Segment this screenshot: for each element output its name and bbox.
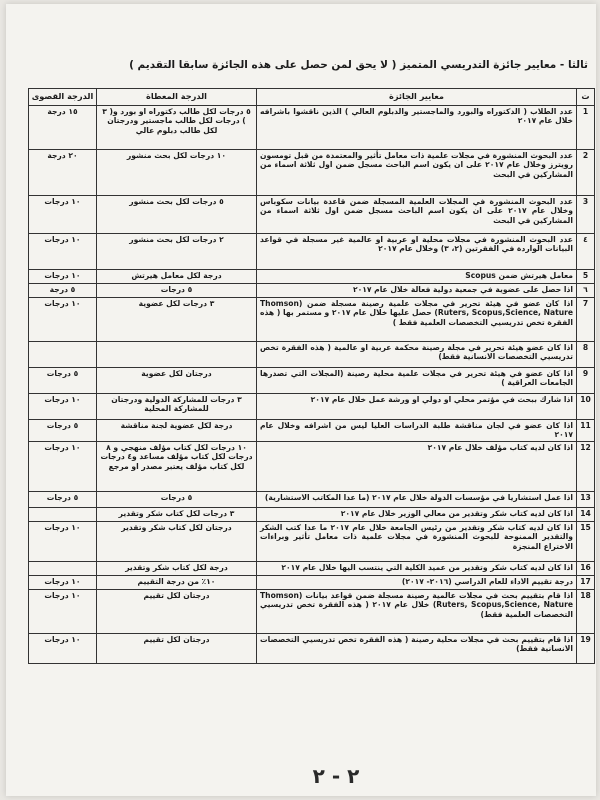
row-max	[29, 561, 97, 575]
row-criterion: اذا كان لديه كتاب مؤلف خلال عام ٢٠١٧	[257, 441, 577, 491]
row-criterion: اذا عمل استشاريا في مؤسسات الدولة خلال عام ٢٠١٧ (ما عدا المكاتب الاستشارية)	[257, 491, 577, 507]
table-row	[29, 105, 595, 149]
row-score: ٣ درجات للمشاركة الدولية ودرجتان للمشاركة المحلية	[97, 393, 257, 419]
heading-note: ( لا يحق لمن حصل على هذه الجائزة سابقا التقديم )	[129, 59, 397, 71]
row-max: ١٠ درجات	[29, 521, 97, 561]
document-page	[6, 4, 596, 796]
page-number: ٢ - ٢	[312, 764, 360, 788]
table-row	[29, 561, 595, 575]
row-criterion: عدد الطلاب ( الدكتوراه والبورد والماجستير والدبلوم العالي ) الذين ناقشوا باشرافه خلال عام ٢٠١٧	[257, 105, 577, 149]
row-score: درجتان لكل عضوية	[97, 367, 257, 393]
row-criterion: اذا كان عضو في هيئة تحرير في مجلات علمية رصينة مسجلة ضمن (Thomson Ruters, Scopus,Science, Nature) حصل عليها خلال عام ٢٠١٧ و مستمر بها ( هذه الفقرة تخص تدريسيي التخصصات العلمية فقط )	[257, 297, 577, 341]
row-number: 17	[577, 575, 595, 589]
row-criterion: عدد البحوث المنشورة في المجلات العلمية المسجلة ضمن قاعدة بيانات سكوباس وخلال عام ٢٠١٧ على ان يكون اسم الباحث مسجل ضمن اول ثلاثة اسماء من المشاركين في البحث	[257, 195, 577, 233]
table-row	[29, 393, 595, 419]
row-criterion: عدد البحوث المنشورة في مجلات محلية او عربية او عالمية غير مسجلة في قواعد البيانات الواردة في الفقرتين (٢، ٣) وخلال عام ٢٠١٧	[257, 233, 577, 269]
row-number: 11	[577, 419, 595, 441]
row-criterion: درجة تقييم الاداء للعام الدراسي (٢٠١٦- ٢٠١٧)	[257, 575, 577, 589]
row-number: 16	[577, 561, 595, 575]
row-max: ٥ درجات	[29, 491, 97, 507]
row-score: درجة لكل كتاب شكر وتقدير	[97, 561, 257, 575]
criteria-table	[28, 88, 595, 664]
row-criterion: اذا كان عضو في لجان مناقشة طلبة الدراسات العليا ليس من اشرافه وخلال عام ٢٠١٧	[257, 419, 577, 441]
row-criterion: عدد البحوث المنشورة في مجلات علمية ذات معامل تأثير والمعتمدة من قبل تومسون رويترز وخلال عام ٢٠١٧ على ان يكون اسم الباحث مسجل ضمن اول ثلاثة اسماء من المشاركين في البحث	[257, 149, 577, 195]
table-row	[29, 367, 595, 393]
row-score: ١٠ درجات لكل بحث منشور	[97, 149, 257, 195]
row-max: ٢٠ درجة	[29, 149, 97, 195]
table-row	[29, 341, 595, 367]
section-heading	[14, 58, 588, 72]
table-body	[29, 105, 595, 663]
row-score: درجة لكل معامل هيرتش	[97, 269, 257, 283]
row-max: ١٠ درجات	[29, 633, 97, 663]
row-score: ١٠ درجات لكل كتاب مؤلف منهجي و ٨ درجات لكل كتاب مؤلف مساعد و٤ درجات لكل كتاب مؤلف يعتبر مصدر او مرجع	[97, 441, 257, 491]
row-number: ٤	[577, 233, 595, 269]
row-number: 7	[577, 297, 595, 341]
table-header-row	[29, 89, 595, 106]
row-criterion: اذا كان لديه كتاب شكر وتقدير من معالي الوزير خلال عام ٢٠١٧	[257, 507, 577, 521]
table-row	[29, 589, 595, 633]
row-number: 2	[577, 149, 595, 195]
table-row	[29, 419, 595, 441]
table-row	[29, 149, 595, 195]
table-row	[29, 441, 595, 491]
row-score: ٣ درجات لكل كتاب شكر وتقدير	[97, 507, 257, 521]
row-score: ٥ درجات	[97, 491, 257, 507]
header-score: الدرجة المعطاة	[97, 89, 257, 106]
row-score: ٥ درجات لكل طالب دكتوراه او بورد و( ٣ ) درجات لكل طالب ماجستير ودرجتان لكل طالب دبلوم عالي	[97, 105, 257, 149]
table-row	[29, 233, 595, 269]
header-criterion: معايير الجائزة	[257, 89, 577, 106]
row-number: 8	[577, 341, 595, 367]
row-number: 9	[577, 367, 595, 393]
row-criterion: اذا كان لديه كتاب شكر وتقدير من رئيس الجامعة خلال عام ٢٠١٧ ما عدا كتب الشكر والتقدير الممنوحة للبحوث المنشورة في مجلات علمية ذات معامل تأثير وبراءات الاختراع المنجزة	[257, 521, 577, 561]
table-row	[29, 521, 595, 561]
row-criterion: اذا حصل على عضوية في جمعية دولية فعالة خلال عام ٢٠١٧	[257, 283, 577, 297]
header-number: ت	[577, 89, 595, 106]
heading-title: ثالثا - معايير جائزة التدريسي المتميز	[400, 59, 588, 71]
row-score: ١٠٪ من درجة التقييم	[97, 575, 257, 589]
row-criterion: اذا قام بتقييم بحث في مجلات محلية رصينة ( هذه الفقرة تخص تدريسيي التخصصات الانسانية فقط)	[257, 633, 577, 663]
row-criterion: اذا كان عضو هيئة تحرير في مجلة رصينة محكمة عربية او عالمية ( هذه الفقرة تخص تدريسيي التخصصات الانسانية فقط)	[257, 341, 577, 367]
row-criterion: اذا شارك ببحث في مؤتمر محلي او دولي او ورشة عمل خلال عام ٢٠١٧	[257, 393, 577, 419]
row-number: 12	[577, 441, 595, 491]
row-criterion: اذا قام بتقييم بحث في مجلات عالمية رصينة مسجلة ضمن قواعد بيانات (Thomson Ruters, Scopus,Science, Nature) خلال عام ٢٠١٧ ( هذه الفقرة تخص تدريسيي التخصصات العلمية فقط)	[257, 589, 577, 633]
row-max	[29, 341, 97, 367]
row-max: ١٠ درجات	[29, 441, 97, 491]
row-max: ٥ درجات	[29, 367, 97, 393]
row-max: ٥ درجات	[29, 419, 97, 441]
row-max: ١٥ درجة	[29, 105, 97, 149]
row-score: ٥ درجات لكل بحث منشور	[97, 195, 257, 233]
table-row	[29, 195, 595, 233]
row-number: 15	[577, 521, 595, 561]
row-score	[97, 341, 257, 367]
row-criterion: اذا كان لديه كتاب شكر وتقدير من عميد الكلية التي ينتسب اليها خلال عام ٢٠١٧	[257, 561, 577, 575]
row-max	[29, 507, 97, 521]
row-number: 18	[577, 589, 595, 633]
row-max: ١٠ درجات	[29, 195, 97, 233]
row-max: ١٠ درجات	[29, 393, 97, 419]
table-row	[29, 269, 595, 283]
row-max: ١٠ درجات	[29, 589, 97, 633]
row-score: ٣ درجات لكل عضوية	[97, 297, 257, 341]
table-row	[29, 575, 595, 589]
row-number: 14	[577, 507, 595, 521]
table-row	[29, 297, 595, 341]
header-max: الدرجة القصوى	[29, 89, 97, 106]
row-criterion: معامل هيرتش ضمن Scopus	[257, 269, 577, 283]
row-number: 10	[577, 393, 595, 419]
row-number: 1	[577, 105, 595, 149]
table-row	[29, 491, 595, 507]
row-criterion: اذا كان عضو في هيئة تحرير في مجلات علمية محلية رصينة (المجلات التي تصدرها الجامعات العراقية )	[257, 367, 577, 393]
row-max: ٥ درجة	[29, 283, 97, 297]
row-max: ١٠ درجات	[29, 269, 97, 283]
table-row	[29, 283, 595, 297]
row-number: 5	[577, 269, 595, 283]
row-score: درجتان لكل تقييم	[97, 589, 257, 633]
row-max: ١٠ درجات	[29, 297, 97, 341]
row-number: 3	[577, 195, 595, 233]
row-score: ٥ درجات	[97, 283, 257, 297]
row-score: درجتان لكل تقييم	[97, 633, 257, 663]
row-score: درجتان لكل كتاب شكر وتقدير	[97, 521, 257, 561]
row-max: ١٠ درجات	[29, 233, 97, 269]
row-score: ٢ درجات لكل بحث منشور	[97, 233, 257, 269]
table-row	[29, 633, 595, 663]
row-score: درجة لكل عضوية لجنة مناقشة	[97, 419, 257, 441]
row-number: 19	[577, 633, 595, 663]
row-max: ١٠ درجات	[29, 575, 97, 589]
row-number: ٦	[577, 283, 595, 297]
row-number: 13	[577, 491, 595, 507]
table-row	[29, 507, 595, 521]
